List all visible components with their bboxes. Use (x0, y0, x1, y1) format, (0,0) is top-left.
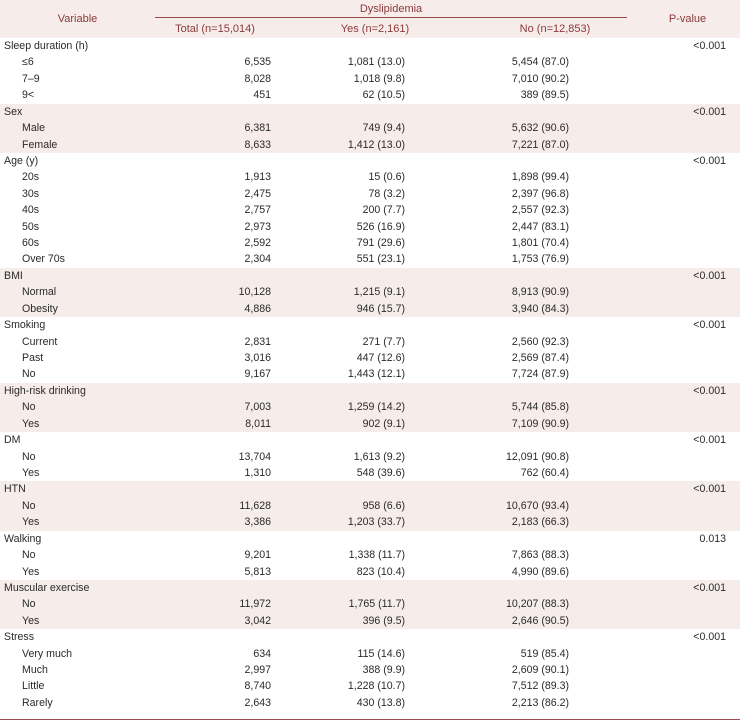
pvalue-cell (635, 54, 740, 70)
variable-cell: 60s (22, 237, 40, 250)
yes-cell: 447 (12.6) (356, 352, 405, 365)
variable-cell: 30s (22, 187, 40, 200)
total-cell (155, 38, 275, 54)
pvalue-cell: <0.001 (635, 268, 740, 284)
pvalue-cell (635, 547, 740, 563)
no-cell: 5,744 (85.8) (475, 399, 635, 415)
table-row (0, 202, 740, 218)
no-cell: 2,213 (86.2) (511, 696, 569, 709)
no-cell: 7,010 (90.2) (511, 72, 569, 85)
table-row (0, 564, 740, 580)
table-row (0, 366, 740, 382)
no-cell: 3,940 (84.3) (475, 301, 635, 317)
variable-cell: Male (0, 120, 155, 136)
yes-cell: 1,765 (11.7) (275, 596, 475, 612)
yes-cell: 388 (9.9) (362, 664, 405, 677)
total-cell: 10,128 (155, 284, 275, 300)
variable-cell: No (0, 498, 155, 514)
total-cell: 8,028 (244, 72, 271, 85)
no-cell: 2,560 (92.3) (511, 335, 569, 348)
yes-cell: 551 (23.1) (356, 253, 405, 266)
table-row (0, 120, 740, 136)
total-cell (155, 268, 275, 284)
yes-cell: 271 (7.7) (362, 335, 405, 348)
variable-cell: 20s (22, 171, 40, 184)
variable-cell: Smoking (4, 319, 46, 332)
variable-cell: Yes (22, 565, 40, 578)
variable-cell: Yes (0, 613, 155, 629)
no-cell: 1,801 (70.4) (511, 237, 569, 250)
total-cell: 634 (253, 647, 271, 660)
variable-cell: Over 70s (22, 253, 65, 266)
variable-cell: Much (22, 664, 48, 677)
pvalue-column-header: P-value (635, 0, 740, 38)
no-cell: 2,557 (92.3) (511, 204, 569, 217)
pvalue-cell (635, 695, 740, 711)
no-column-header: No (n=12,853) (475, 20, 635, 38)
pvalue-cell (635, 678, 740, 694)
pvalue-cell: <0.001 (693, 319, 726, 332)
variable-cell: Normal (0, 284, 155, 300)
category-row (0, 104, 740, 120)
variable-cell: 40s (22, 204, 40, 217)
total-cell: 2,997 (244, 664, 271, 677)
table-row (0, 186, 740, 202)
no-cell: 10,670 (93.4) (475, 498, 635, 514)
yes-cell: 548 (39.6) (356, 466, 405, 479)
no-cell: 389 (89.5) (520, 89, 569, 102)
yes-cell: 1,215 (9.1) (275, 284, 475, 300)
table-row (0, 137, 740, 153)
total-cell: 2,757 (244, 204, 271, 217)
dyslipidemia-group-header (155, 0, 635, 20)
category-row (0, 580, 740, 596)
pvalue-cell (635, 137, 740, 153)
yes-cell (275, 531, 475, 547)
pvalue-cell (635, 235, 740, 251)
yes-cell: 958 (6.6) (275, 498, 475, 514)
variable-cell: Obesity (0, 301, 155, 317)
variable-cell: No (22, 368, 36, 381)
pvalue-cell: 0.013 (699, 532, 726, 545)
variable-cell: BMI (0, 268, 155, 284)
category-row (0, 531, 740, 547)
total-cell: 3,386 (155, 514, 275, 530)
total-cell (155, 432, 275, 448)
table-row (0, 301, 740, 317)
total-cell: 4,886 (155, 301, 275, 317)
pvalue-cell: <0.001 (635, 383, 740, 399)
pvalue-cell (635, 334, 740, 350)
total-cell: 2,304 (244, 253, 271, 266)
table-row (0, 350, 740, 366)
no-cell (475, 629, 635, 645)
total-cell: 3,042 (155, 613, 275, 629)
total-cell (155, 153, 275, 169)
total-cell: 9,167 (244, 368, 271, 381)
table-row (0, 695, 740, 711)
total-cell: 8,011 (155, 416, 275, 432)
pvalue-cell (635, 186, 740, 202)
yes-cell: 1,228 (10.7) (347, 680, 405, 693)
table-row (0, 71, 740, 87)
no-cell (475, 317, 635, 333)
table-header (0, 0, 740, 38)
variable-cell: Female (0, 137, 155, 153)
no-cell: 2,609 (90.1) (511, 664, 569, 677)
total-cell (155, 317, 275, 333)
category-row (0, 481, 740, 497)
pvalue-cell (635, 251, 740, 267)
variable-cell: No (22, 450, 36, 463)
no-cell: 1,898 (99.4) (511, 171, 569, 184)
pvalue-cell (635, 350, 740, 366)
yes-cell (275, 104, 475, 120)
yes-cell (275, 317, 475, 333)
total-cell: 2,475 (244, 187, 271, 200)
variable-cell: No (0, 399, 155, 415)
yes-cell (275, 153, 475, 169)
pvalue-cell (635, 399, 740, 415)
pvalue-cell: <0.001 (693, 154, 726, 167)
no-cell: 7,221 (87.0) (475, 137, 635, 153)
category-row (0, 317, 740, 333)
pvalue-cell (635, 646, 740, 662)
total-cell (155, 629, 275, 645)
variable-cell: 50s (22, 220, 40, 233)
yes-cell (275, 629, 475, 645)
variable-cell: Past (22, 352, 44, 365)
table-row (0, 399, 740, 415)
no-cell: 2,646 (90.5) (475, 613, 635, 629)
no-cell (475, 531, 635, 547)
no-cell: 762 (60.4) (520, 466, 569, 479)
table-row (0, 547, 740, 563)
total-cell (155, 531, 275, 547)
table-row (0, 613, 740, 629)
category-row (0, 268, 740, 284)
total-cell: 2,592 (244, 237, 271, 250)
yes-cell: 823 (10.4) (356, 565, 405, 578)
variable-cell: Little (22, 680, 45, 693)
pvalue-cell: <0.001 (693, 40, 726, 52)
variable-cell: Yes (0, 416, 155, 432)
table-row (0, 334, 740, 350)
no-cell: 1,753 (76.9) (511, 253, 569, 266)
table-row (0, 662, 740, 678)
table-row (0, 87, 740, 103)
total-cell: 2,643 (244, 696, 271, 709)
yes-cell (275, 268, 475, 284)
total-cell: 2,831 (244, 335, 271, 348)
table-row (0, 251, 740, 267)
yes-cell: 791 (29.6) (356, 237, 405, 250)
no-cell: 7,512 (89.3) (511, 680, 569, 693)
table-body (0, 38, 740, 711)
table-row (0, 514, 740, 530)
total-cell: 8,633 (155, 137, 275, 153)
pvalue-cell (635, 169, 740, 185)
yes-cell (275, 38, 475, 54)
total-cell: 8,740 (244, 680, 271, 693)
pvalue-cell (635, 596, 740, 612)
category-row (0, 153, 740, 169)
variable-cell: Stress (4, 631, 35, 644)
no-cell: 7,724 (87.9) (511, 368, 569, 381)
yes-cell: 115 (14.6) (357, 647, 405, 660)
variable-cell: 7–9 (22, 72, 40, 85)
no-cell: 10,207 (88.3) (475, 596, 635, 612)
table-bottom-rule (0, 719, 740, 720)
pvalue-cell: <0.001 (635, 481, 740, 497)
yes-cell: 749 (9.4) (275, 120, 475, 136)
total-cell: 11,628 (155, 498, 275, 514)
pvalue-cell: <0.001 (693, 434, 726, 447)
variable-cell: Current (22, 335, 58, 348)
pvalue-cell (635, 366, 740, 382)
yes-cell: 15 (0.6) (368, 171, 405, 184)
variable-cell: Muscular exercise (0, 580, 155, 596)
total-cell: 13,704 (238, 450, 271, 463)
yes-cell: 1,412 (13.0) (275, 137, 475, 153)
no-cell: 12,091 (90.8) (505, 450, 569, 463)
no-cell (475, 383, 635, 399)
no-cell (475, 481, 635, 497)
variable-cell: 9< (22, 89, 35, 102)
yes-cell (275, 383, 475, 399)
variable-cell: Yes (0, 514, 155, 530)
table-row (0, 646, 740, 662)
yes-cell (275, 432, 475, 448)
yes-cell: 526 (16.9) (356, 220, 405, 233)
pvalue-cell (635, 202, 740, 218)
total-cell: 7,003 (155, 399, 275, 415)
table-row (0, 498, 740, 514)
yes-cell: 62 (10.5) (362, 89, 405, 102)
yes-cell: 1,203 (33.7) (275, 514, 475, 530)
no-cell (475, 153, 635, 169)
pvalue-cell (635, 284, 740, 300)
variable-cell: No (22, 549, 36, 562)
yes-cell: 946 (15.7) (275, 301, 475, 317)
dyslipidemia-label: Dyslipidemia (155, 3, 627, 18)
yes-cell: 1,259 (14.2) (275, 399, 475, 415)
total-cell: 9,201 (244, 549, 271, 562)
variable-cell: Rarely (22, 696, 53, 709)
yes-cell: 902 (9.1) (275, 416, 475, 432)
no-cell (475, 580, 635, 596)
pvalue-cell (635, 416, 740, 432)
no-cell: 5,454 (87.0) (511, 56, 569, 69)
table-row (0, 219, 740, 235)
no-cell: 2,569 (87.4) (511, 352, 569, 365)
yes-cell: 396 (9.5) (275, 613, 475, 629)
pvalue-cell (635, 514, 740, 530)
category-row (0, 383, 740, 399)
total-cell: 1,913 (244, 171, 271, 184)
no-cell: 8,913 (90.9) (475, 284, 635, 300)
no-cell (475, 38, 635, 54)
variable-cell: Walking (4, 532, 42, 545)
yes-cell: 200 (7.7) (362, 204, 405, 217)
total-cell (155, 481, 275, 497)
no-cell: 7,109 (90.9) (475, 416, 635, 432)
pvalue-cell (635, 449, 740, 465)
variable-cell: HTN (0, 481, 155, 497)
pvalue-cell (635, 613, 740, 629)
yes-cell: 1,613 (9.2) (353, 450, 405, 463)
yes-cell: 78 (3.2) (368, 187, 405, 200)
table-row (0, 449, 740, 465)
pvalue-cell (635, 301, 740, 317)
pvalue-cell (635, 120, 740, 136)
pvalue-cell (635, 87, 740, 103)
pvalue-cell (635, 465, 740, 481)
variable-cell: DM (4, 434, 21, 447)
variable-cell: Very much (22, 647, 73, 660)
table-row (0, 235, 740, 251)
yes-cell: 1,443 (12.1) (347, 368, 405, 381)
no-cell (475, 268, 635, 284)
table-row (0, 284, 740, 300)
yes-cell: 1,338 (11.7) (348, 549, 405, 562)
total-cell (155, 580, 275, 596)
pvalue-cell (635, 71, 740, 87)
category-row (0, 38, 740, 54)
no-cell: 5,632 (90.6) (475, 120, 635, 136)
total-cell: 3,016 (244, 352, 271, 365)
no-cell: 2,397 (96.8) (511, 187, 569, 200)
yes-column-header: Yes (n=2,161) (275, 20, 475, 38)
variable-column-header: Variable (0, 0, 155, 38)
variable-cell: High-risk drinking (0, 383, 155, 399)
yes-cell: 1,018 (9.8) (353, 72, 405, 85)
variable-cell: Age (y) (4, 154, 39, 167)
variable-cell: Sleep duration (h) (4, 40, 89, 52)
pvalue-cell: <0.001 (635, 104, 740, 120)
variable-cell: ≤6 (22, 56, 34, 69)
table-row (0, 678, 740, 694)
pvalue-cell (635, 564, 740, 580)
table-row (0, 416, 740, 432)
yes-cell (275, 481, 475, 497)
total-cell (155, 104, 275, 120)
no-cell: 4,990 (89.6) (511, 565, 569, 578)
total-cell: 451 (253, 89, 271, 102)
no-cell (475, 432, 635, 448)
category-row (0, 629, 740, 645)
table-row (0, 596, 740, 612)
pvalue-cell (635, 662, 740, 678)
no-cell: 7,863 (88.3) (511, 549, 569, 562)
no-cell: 519 (85.4) (520, 647, 569, 660)
total-cell: 11,972 (155, 596, 275, 612)
yes-cell: 1,081 (13.0) (347, 56, 405, 69)
no-cell (475, 104, 635, 120)
total-cell: 2,973 (244, 220, 271, 233)
variable-cell: No (0, 596, 155, 612)
total-cell (155, 383, 275, 399)
yes-cell: 430 (13.8) (356, 696, 405, 709)
no-cell: 2,447 (83.1) (511, 220, 569, 233)
total-cell: 5,813 (244, 565, 271, 578)
table-row (0, 465, 740, 481)
total-cell: 6,381 (155, 120, 275, 136)
variable-cell: Yes (22, 466, 40, 479)
total-cell: 1,310 (244, 466, 271, 479)
pvalue-cell (635, 219, 740, 235)
table-row (0, 54, 740, 70)
yes-cell (275, 580, 475, 596)
variable-cell: Sex (0, 104, 155, 120)
category-row (0, 432, 740, 448)
total-cell: 6,535 (244, 56, 271, 69)
total-column-header: Total (n=15,014) (155, 20, 275, 38)
pvalue-cell: <0.001 (693, 631, 726, 644)
table-row (0, 169, 740, 185)
pvalue-cell: <0.001 (635, 580, 740, 596)
pvalue-cell (635, 498, 740, 514)
no-cell: 2,183 (66.3) (475, 514, 635, 530)
